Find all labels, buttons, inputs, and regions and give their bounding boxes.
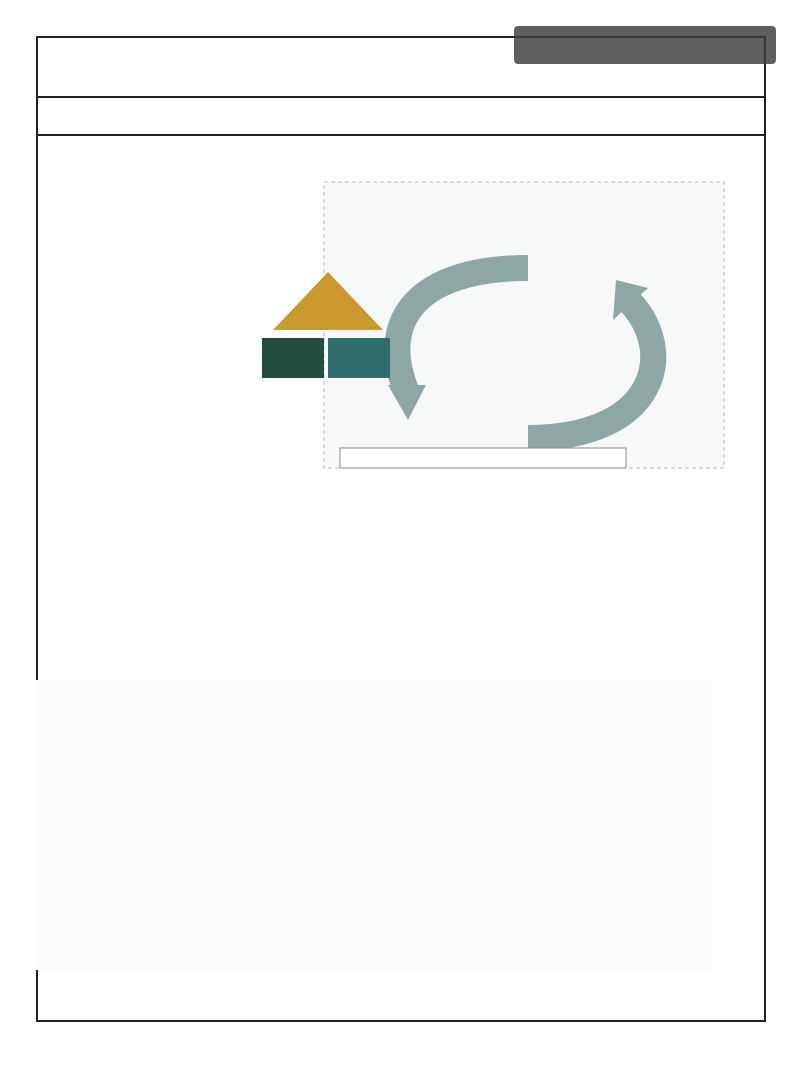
subject-divider <box>38 134 764 136</box>
research-framework-diagram <box>228 180 726 470</box>
bottom-label-box <box>340 448 626 468</box>
watermark <box>514 26 776 64</box>
title-divider <box>38 96 764 98</box>
diagram2-background <box>36 680 712 970</box>
diagram-dashed-border <box>324 182 724 468</box>
problem-box <box>262 338 324 378</box>
practice-box <box>328 338 390 378</box>
cultivation-path-diagram <box>36 680 712 970</box>
